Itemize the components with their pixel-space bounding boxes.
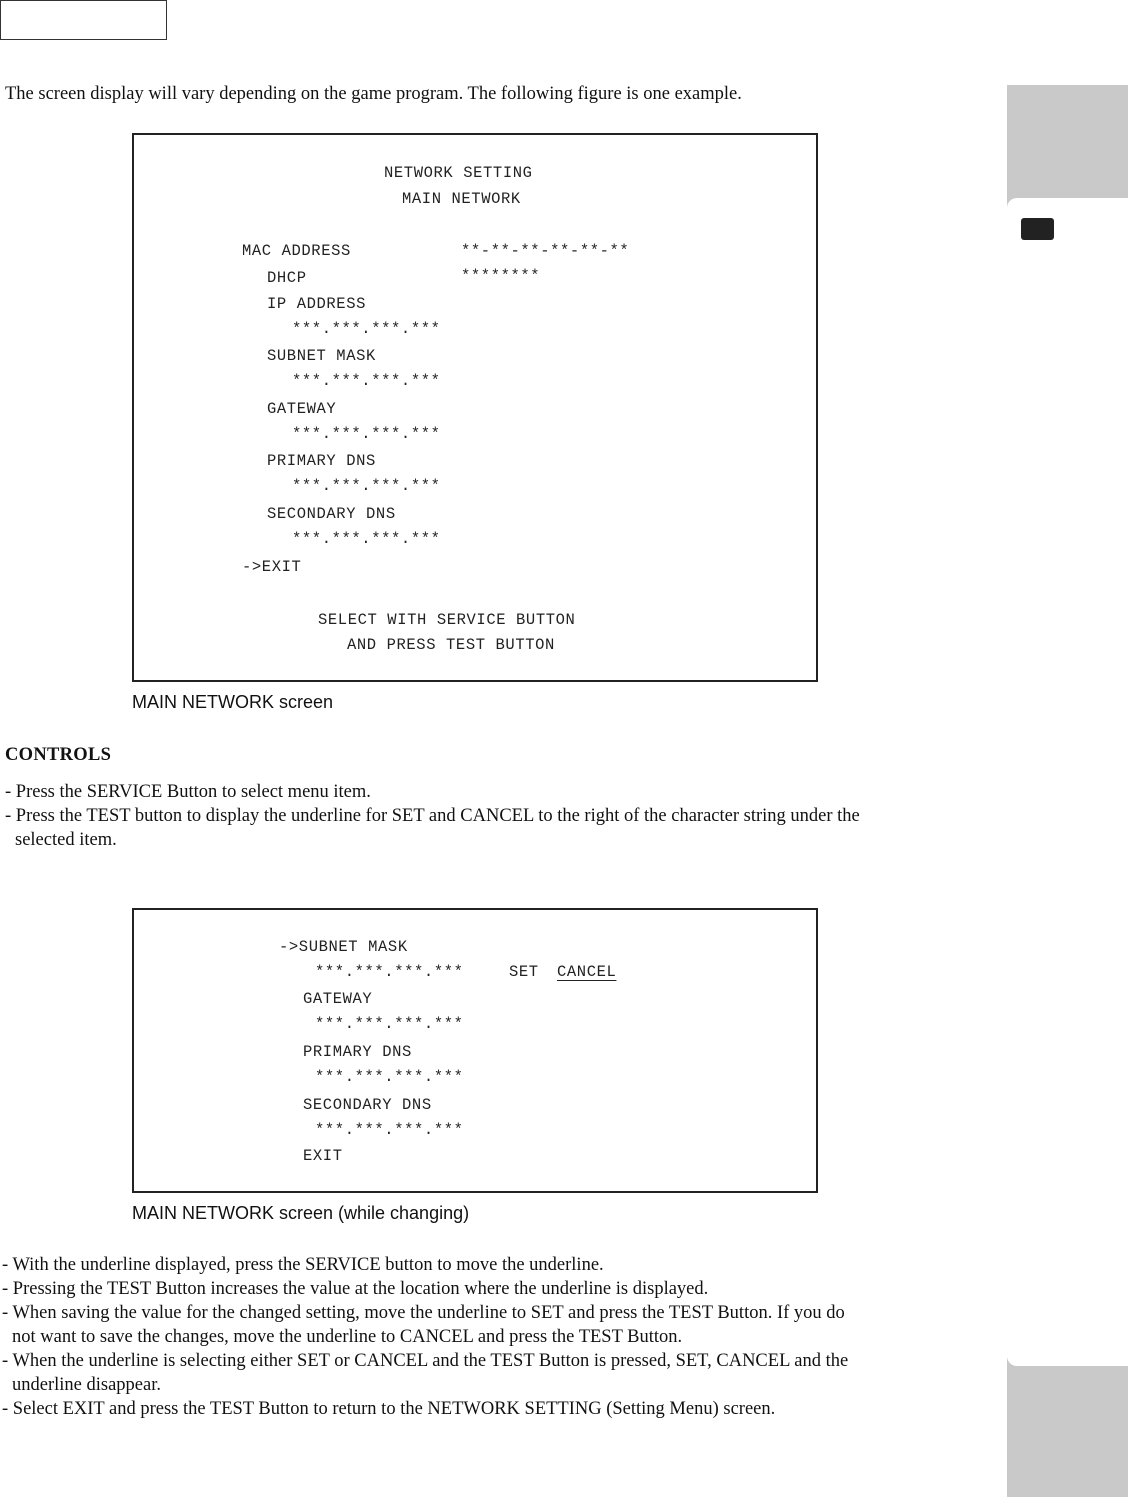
screen-title: NETWORK SETTING [384,164,533,182]
controls-item: - Press the SERVICE Button to select menu item. [5,782,371,802]
secondary-dns-value: ***.***.***.*** [315,1121,464,1139]
cancel-option: CANCEL [557,963,617,981]
controls-item-continued: selected item. [15,830,117,850]
dhcp-value: ******** [461,267,541,285]
mac-address-value: **-**-**-**-**-** [461,242,630,260]
secondary-dns-value: ***.***.***.*** [292,530,441,548]
exit-item: EXIT [303,1147,343,1165]
primary-dns-value: ***.***.***.*** [315,1068,464,1086]
controls-heading: CONTROLS [5,745,112,765]
intro-text: The screen display will vary depending on the game program. The following figure is one example. [5,84,742,104]
note-item-continued: underline disappear. [12,1375,161,1395]
note-item-continued: not want to save the changes, move the underline to CANCEL and press the TEST Button. [12,1327,683,1347]
main-network-screen [132,133,818,682]
gateway-label: GATEWAY [267,400,337,418]
screen-subtitle: MAIN NETWORK [402,190,521,208]
primary-dns-value: ***.***.***.*** [292,477,441,495]
ip-address-value: ***.***.***.*** [292,320,441,338]
ip-address-label: IP ADDRESS [267,295,367,313]
dhcp-label: DHCP [267,269,307,287]
side-tab-panel [1007,198,1128,1366]
note-item: - Pressing the TEST Button increases the value at the location where the underline is displayed. [2,1279,709,1299]
set-option: SET [509,963,539,981]
controls-list [5,780,860,852]
subnet-mask-value: ***.***.***.*** [315,963,464,981]
primary-dns-label: PRIMARY DNS [303,1043,412,1061]
instruction-line-2: AND PRESS TEST BUTTON [347,636,555,654]
note-item: - With the underline displayed, press the SERVICE button to move the underline. [2,1255,604,1275]
figure-caption-1: MAIN NETWORK screen [132,692,334,712]
note-item: - When saving the value for the changed setting, move the underline to SET and press the TEST Button. If you do [2,1303,845,1323]
subnet-mask-value: ***.***.***.*** [292,372,441,390]
figure-caption-2: MAIN NETWORK screen (while changing) [132,1203,470,1223]
subnet-mask-label: SUBNET MASK [267,347,376,365]
controls-item: - Press the TEST button to display the underline for SET and CANCEL to the right of the character string under the [5,806,860,826]
mac-address-label: MAC ADDRESS [242,242,351,260]
note-item: - Select EXIT and press the TEST Button to return to the NETWORK SETTING (Setting Menu) screen. [2,1399,776,1419]
notes-list [2,1253,848,1421]
main-network-changing-screen [132,908,818,1193]
note-item: - When the underline is selecting either SET or CANCEL and the TEST Button is pressed, SET, CANCEL and the [2,1351,849,1371]
chapter-marker [1021,218,1054,240]
subnet-mask-label-selected: ->SUBNET MASK [279,938,408,956]
secondary-dns-label: SECONDARY DNS [267,505,396,523]
gateway-value: ***.***.***.*** [292,425,441,443]
gateway-value: ***.***.***.*** [315,1015,464,1033]
primary-dns-label: PRIMARY DNS [267,452,376,470]
gateway-label: GATEWAY [303,990,373,1008]
secondary-dns-label: SECONDARY DNS [303,1096,432,1114]
instruction-line-1: SELECT WITH SERVICE BUTTON [318,611,576,629]
exit-item: ->EXIT [242,558,302,576]
header-box [0,0,167,40]
